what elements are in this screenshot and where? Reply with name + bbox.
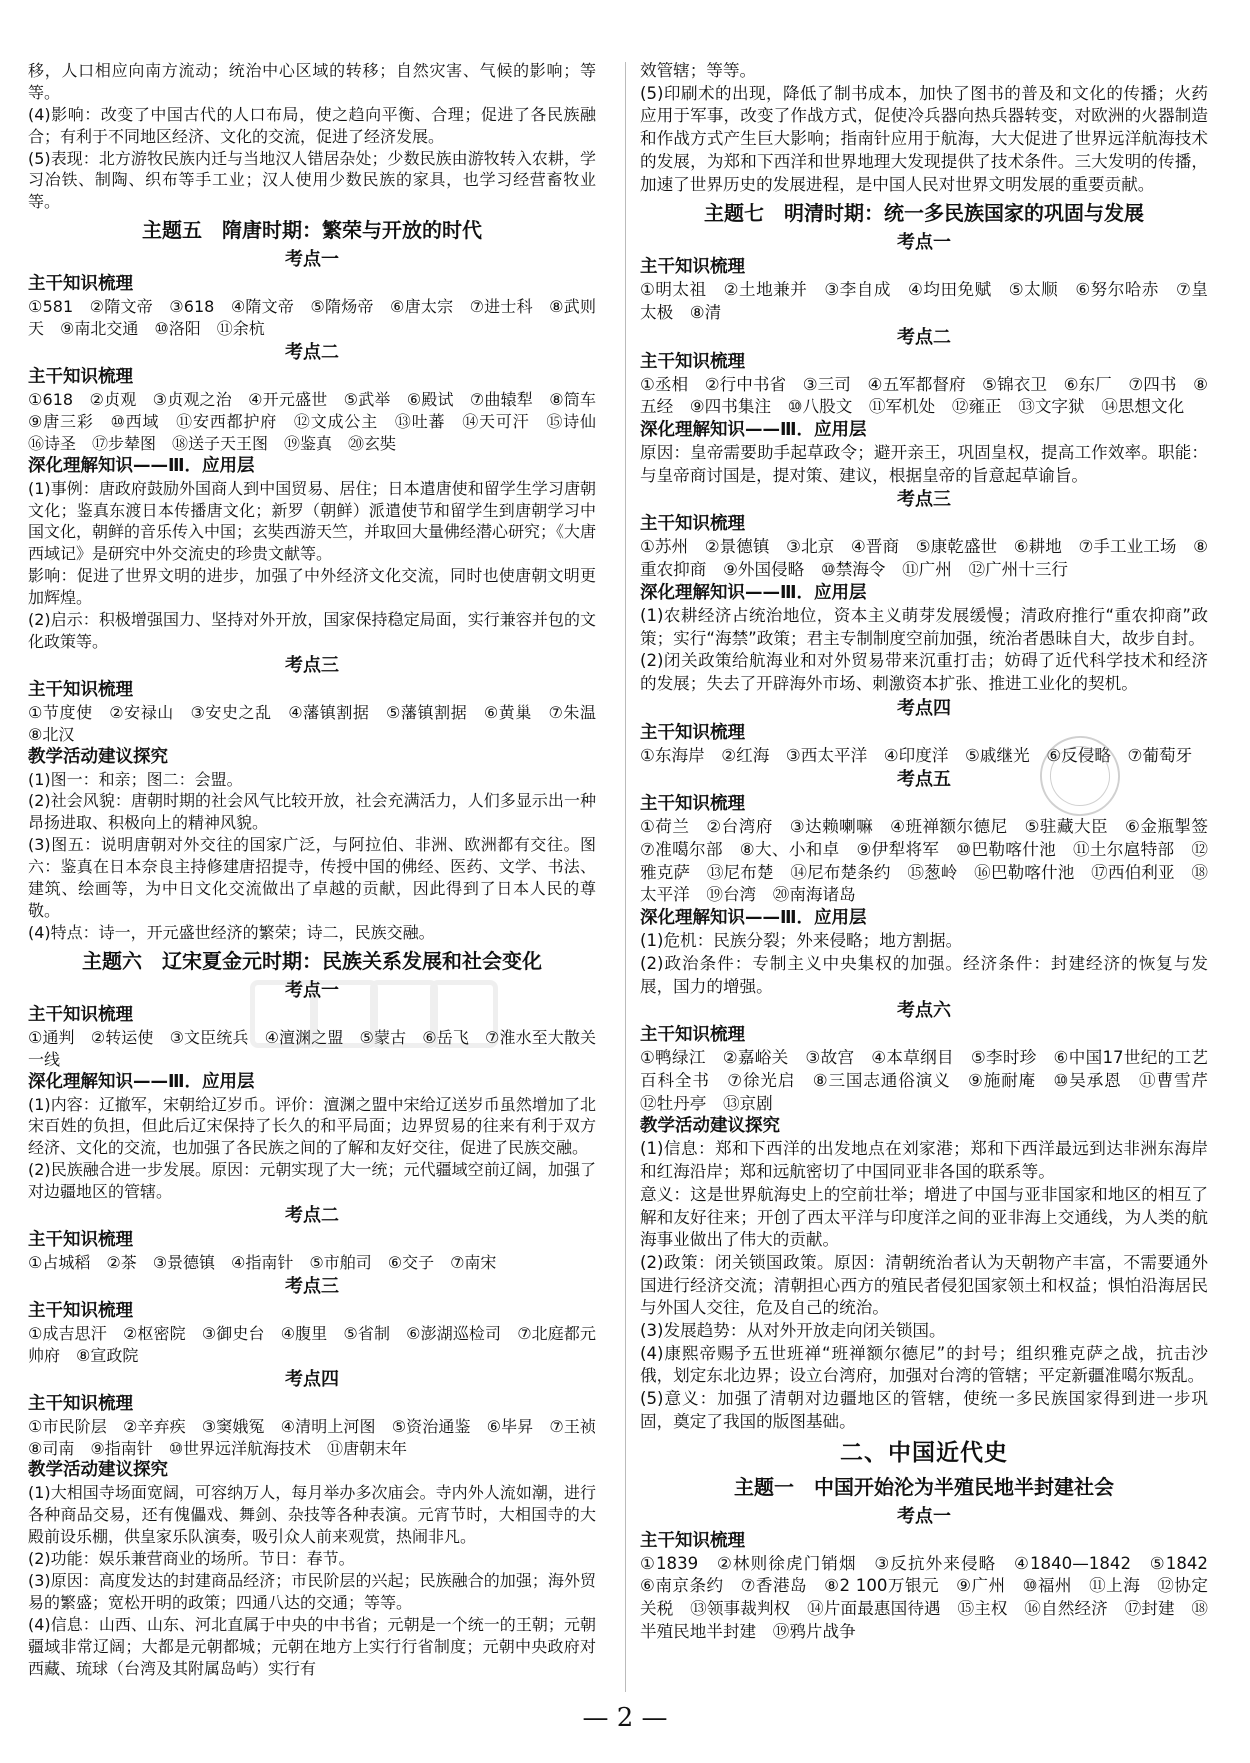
subsection-heading: 主干知识梳理 — [640, 1530, 745, 1551]
paragraph: (3)图五：说明唐朝对外交往的国家广泛，与阿拉伯、非洲、欧洲都有交往。图六：鉴真在日本奈良主持修建唐招提寺，传授中国的佛经、医药、文学、书法、建筑、绘画等，为中日文化交流做出了卓越的贡献，因此得到了日本人民的尊敬。 — [28, 835, 596, 920]
kaodian-heading: 考点三 — [285, 1275, 339, 1297]
subsection-heading: 主干知识梳理 — [28, 1004, 133, 1025]
paragraph: 影响：促进了世界文明的进步，加强了中外经济文化交流，同时也使唐朝文明更加辉煌。 — [28, 566, 596, 608]
paragraph: 原因：皇帝需要助手起草政令；避开亲王，巩固皇权，提高工作效率。职能：与皇帝商讨国是，提对策、建议，根据皇帝的旨意起草谕旨。 — [640, 443, 1208, 485]
kaodian-heading: 考点六 — [897, 1000, 951, 1022]
paragraph: (1)内容：辽撤军，宋朝给辽岁币。评价：澶渊之盟中宋给辽送岁币虽然增加了北宋百姓的负担，但此后辽宋保持了长久的和平局面；边界贸易的往来有利于双方经济、文化的交流，也加强了各民族之间的了解和友好交往，促进了民族交融。 — [28, 1094, 596, 1158]
paragraph: (2)政策：闭关锁国政策。原因：清朝统治者认为天朝物产丰富，不需要通外国进行经济交流；清朝担心西方的殖民者侵犯国家领土和权益；惧怕沿海居民与外国人交往，危及自己的统治。 — [640, 1252, 1208, 1318]
paragraph: (4)影响：改变了中国古代的人口布局，使之趋向平衡、合理；促进了各民族融合；有利于不同地区经济、文化的交流，促进了经济发展。 — [28, 104, 596, 146]
topic-heading: 主题六 辽宋夏金元时期：民族关系发展和社会变化 — [82, 948, 542, 973]
paragraph: (4)信息：山西、山东、河北直属于中央的中书省；元朝是一个统一的王朝；元朝疆域非常辽阔；大都是元朝都城；元朝在地方上实行行省制度；元朝中央政府对西藏、琉球（台湾及其附属岛屿）实行有 — [28, 1614, 596, 1678]
subsection-heading: 主干知识梳理 — [640, 722, 745, 743]
paragraph: ①占城稻 ②茶 ③景德镇 ④指南针 ⑤市舶司 ⑥交子 ⑦南宋 — [28, 1252, 497, 1272]
paragraph: ①1839 ②林则徐虎门销烟 ③反抗外来侵略 ④1840—1842 ⑤1842 ⑥南京条约 ⑦香港岛 ⑧2 100万银元 ⑨广州 ⑩福州 ⑪上海 ⑫协定关税 ⑬领事裁判权 ⑭片面最惠国待遇 ⑮主权 ⑯自然经济 ⑰封建 ⑱半殖民地半封建 ⑲鸦片战争 — [640, 1553, 1225, 1641]
paragraph: (4)特点：诗一，开元盛世经济的繁荣；诗二，民族交融。 — [28, 922, 435, 942]
paragraph: (2)政治条件：专制主义中央集权的加强。经济条件：封建经济的恢复与发展，国力的增强。 — [640, 953, 1208, 996]
paragraph: ①通判 ②转运使 ③文臣统兵 ④澶渊之盟 ⑤蒙古 ⑥岳飞 ⑦淮水至大散关一线 — [28, 1027, 596, 1069]
subsection-heading: 主干知识梳理 — [28, 274, 133, 295]
paragraph: (1)信息：郑和下西洋的出发地点在刘家港；郑和下西洋最远到达非洲东海岸和红海沿岸；郑和远航密切了中国同亚非各国的联系等。 — [640, 1139, 1208, 1182]
kaodian-heading: 考点一 — [285, 979, 339, 1001]
paragraph: (5)意义：加强了清朝对边疆地区的管辖，使统一多民族国家得到进一步巩固，奠定了我国的版图基础。 — [640, 1389, 1208, 1431]
kaodian-heading: 考点一 — [285, 249, 339, 271]
subsection-heading: 深化理解知识——Ⅲ．应用层 — [28, 1071, 255, 1092]
kaodian-heading: 考点一 — [897, 232, 951, 254]
subsection-heading: 教学活动建议探究 — [28, 1460, 168, 1481]
paragraph: ①581 ②隋文帝 ③618 ④隋文帝 ⑤隋炀帝 ⑥唐太宗 ⑦进士科 ⑧武则天 ⑨南北交通 ⑩洛阳 ⑪余杭 — [28, 297, 596, 339]
right-column — [640, 60, 1225, 1643]
kaodian-heading: 考点四 — [285, 1368, 339, 1390]
column-divider — [625, 62, 626, 1692]
paragraph: ①市民阶层 ②辛弃疾 ③窦娥冤 ④清明上河图 ⑤资治通鉴 ⑥毕昇 ⑦王祯 ⑧司南 ⑨指南针 ⑩世界远洋航海技术 ⑪唐朝末年 — [28, 1416, 613, 1458]
subsection-heading: 主干知识梳理 — [640, 514, 745, 535]
subsection-heading: 深化理解知识——Ⅲ．应用层 — [640, 582, 867, 603]
paragraph: (4)康熙帝赐予五世班禅“班禅额尔德尼”的封号；组织雅克萨之战，抗击沙俄，划定东北边界；设立台湾府，加强对台湾的管辖；平定新疆准噶尔叛乱。 — [640, 1343, 1208, 1386]
paragraph: (3)原因：高度发达的封建商品经济；市民阶层的兴起；民族融合的加强；海外贸易的繁盛；宽松开明的政策；四通八达的交通；等等。 — [28, 1570, 596, 1612]
subsection-heading: 教学活动建议探究 — [640, 1116, 780, 1137]
paragraph: (2)功能：娱乐兼营商业的场所。节日：春节。 — [28, 1549, 355, 1569]
paragraph: ①成吉思汗 ②枢密院 ③御史台 ④腹里 ⑤省制 ⑥澎湖巡检司 ⑦北庭都元帅府 ⑧宣政院 — [28, 1323, 596, 1365]
subsection-heading: 主干知识梳理 — [28, 1300, 133, 1321]
watermark-logo — [250, 960, 490, 1080]
subsection-heading: 主干知识梳理 — [28, 679, 133, 700]
subsection-heading: 主干知识梳理 — [28, 367, 133, 388]
paragraph: ①东海岸 ②红海 ③西太平洋 ④印度洋 ⑤戚继光 ⑥反侵略 ⑦葡萄牙 — [640, 745, 1193, 765]
paragraph: 移，人口相应向南方流动；统治中心区域的转移；自然灾害、气候的影响；等等。 — [28, 61, 596, 102]
subsection-heading: 深化理解知识——Ⅲ．应用层 — [28, 455, 255, 476]
paragraph: ①苏州 ②景德镇 ③北京 ④晋商 ⑤康乾盛世 ⑥耕地 ⑦手工业工场 ⑧重农抑商 ⑨外国侵略 ⑩禁海令 ⑪广州 ⑫广州十三行 — [640, 537, 1208, 580]
topic-heading: 主题一 中国开始沦为半殖民地半封建社会 — [734, 1474, 1114, 1499]
paragraph: (3)发展趋势：从对外开放走向闭关锁国。 — [640, 1321, 946, 1341]
topic-heading: 主题七 明清时期：统一多民族国家的巩固与发展 — [704, 201, 1144, 226]
kaodian-heading: 考点四 — [897, 697, 951, 719]
kaodian-heading: 考点二 — [285, 342, 339, 364]
subsection-heading: 主干知识梳理 — [28, 1393, 133, 1414]
subsection-heading: 深化理解知识——Ⅲ．应用层 — [640, 420, 867, 441]
kaodian-heading: 考点一 — [897, 1505, 951, 1527]
paragraph: ①荷兰 ②台湾府 ③达赖喇嘛 ④班禅额尔德尼 ⑤驻藏大臣 ⑥金瓶掣签 ⑦准噶尔部 ⑧大、小和卓 ⑨伊犁将军 ⑩巴勒喀什池 ⑪土尔扈特部 ⑫雅克萨 ⑬尼布楚 ⑭尼布楚条约 ⑮葱岭 ⑯巴勒喀什池 ⑰西伯利亚 ⑱太平洋 ⑲台湾 ⑳南海诸岛 — [640, 817, 1225, 905]
paragraph: (5)表现：北方游牧民族内迁与当地汉人错居杂处；少数民族由游牧转入农耕，学习冶铁、制陶、织布等手工业；汉人使用少数民族的家具，也学习经营畜牧业等。 — [28, 148, 596, 212]
section-heading: 二、中国近代史 — [840, 1439, 1008, 1466]
subsection-heading: 主干知识梳理 — [640, 794, 745, 815]
paragraph: ①鸭绿江 ②嘉峪关 ③故宫 ④本草纲目 ⑤李时珍 ⑥中国17世纪的工艺百科全书 ⑦徐光启 ⑧三国志通俗演义 ⑨施耐庵 ⑩吴承恩 ⑪曹雪芹 ⑫牡丹亭 ⑬京剧 — [640, 1048, 1225, 1113]
subsection-heading: 主干知识梳理 — [640, 257, 745, 278]
paragraph: 意义：这是世界航海史上的空前壮举；增进了中国与亚非国家和地区的相互了解和友好往来；开创了西太平洋与印度洋之间的亚非海上交通线，为人类的航海事业做出了伟大的贡献。 — [640, 1184, 1208, 1250]
paragraph: ①丞相 ②行中书省 ③三司 ④五军都督府 ⑤锦衣卫 ⑥东厂 ⑦四书 ⑧五经 ⑨四书集注 ⑩八股文 ⑪军机处 ⑫雍正 ⑬文字狱 ⑭思想文化 — [640, 374, 1208, 417]
kaodian-heading: 考点三 — [285, 654, 339, 676]
subsection-heading: 主干知识梳理 — [640, 351, 745, 372]
topic-heading: 主题五 隋唐时期：繁荣与开放的时代 — [142, 218, 482, 243]
paragraph: (2)闭关政策给航海业和对外贸易带来沉重打击；妨碍了近代科学技术和经济的发展；失去了开辟海外市场、刺激资本扩张、推进工业化的契机。 — [640, 651, 1208, 693]
kaodian-heading: 考点三 — [897, 489, 951, 511]
paragraph: 效管辖；等等。 — [640, 61, 757, 80]
subsection-heading: 教学活动建议探究 — [28, 746, 168, 767]
paragraph: ①618 ②贞观 ③贞观之治 ④开元盛世 ⑤武举 ⑥殿试 ⑦曲辕犁 ⑧筒车 ⑨唐三彩 ⑩西域 ⑪安西都护府 ⑫文成公主 ⑬吐蕃 ⑭天可汗 ⑮诗仙 ⑯诗圣 ⑰步辇图 ⑱送子天王图 ⑲鉴真 ⑳玄奘 — [28, 390, 613, 453]
paragraph: (5)印刷术的出现，降低了制书成本，加快了图书的普及和文化的传播；火药应用于军事，改变了作战方式，促使冷兵器向热兵器转变，对欧洲的火器制造和作战方式产生巨大影响；指南针应用于航海，大大促进了世界远洋航海技术的发展，为郑和下西洋和世界地理大发现提供了技术条件。三大发明的传播，加速了世界历史的发展进程，是中国人民对世界文明发展的重要贡献。 — [640, 83, 1208, 194]
subsection-heading: 主干知识梳理 — [28, 1229, 133, 1250]
kaodian-heading: 考点五 — [897, 769, 951, 791]
paragraph: ①节度使 ②安禄山 ③安史之乱 ④藩镇割据 ⑤藩镇割据 ⑥黄巢 ⑦朱温 ⑧北汉 — [28, 702, 613, 744]
paragraph: (1)事例：唐政府鼓励外国商人到中国贸易、居住；日本遣唐使和留学生学习唐朝文化；鉴真东渡日本传播唐文化；新罗（朝鲜）派遣使节和留学生到唐朝学习中国文化，朝鲜的音乐传入中国；玄奘西游天竺，并取回大量佛经潜心研究；《大唐西域记》是研究中外交流史的珍贵文献等。 — [28, 478, 597, 564]
paragraph: (2)社会风貌：唐朝时期的社会风气比较开放，社会充满活力，人们多显示出一种昂扬进取、积极向上的精神风貌。 — [28, 791, 596, 833]
kaodian-heading: 考点二 — [285, 1204, 339, 1226]
left-column — [28, 60, 613, 1679]
paragraph: (1)大相国寺场面宽阔，可容纳万人，每月举办多次庙会。寺内外人流如潮，进行各种商品交易，还有傀儡戏、舞剑、杂技等各种表演。元宵节时，大相国寺的大殿前设乐棚，供皇家乐队演奏，吸引众人前来观赏，热闹非凡。 — [28, 1483, 596, 1547]
paragraph: ①明太祖 ②土地兼并 ③李自成 ④均田免赋 ⑤太顺 ⑥努尔哈赤 ⑦皇太极 ⑧清 — [640, 280, 1208, 322]
paragraph: (2)启示：积极增强国力、坚持对外开放，国家保持稳定局面，实行兼容并包的文化政策等。 — [28, 610, 596, 651]
kaodian-heading: 考点二 — [897, 326, 951, 348]
subsection-heading: 深化理解知识——Ⅲ．应用层 — [640, 908, 867, 929]
page-number: — 2 — — [582, 1703, 668, 1733]
paragraph: (1)危机：民族分裂；外来侵略；地方割据。 — [640, 931, 963, 951]
paragraph: (1)农耕经济占统治地位，资本主义萌芽发展缓慢；清政府推行“重农抑商”政策；实行“海禁”政策；君主专制制度空前加强，统治者愚昧自大，故步自封。 — [640, 605, 1208, 648]
paragraph: (2)民族融合进一步发展。原因：元朝实现了大一统；元代疆域空前辽阔，加强了对边疆地区的管辖。 — [28, 1160, 596, 1202]
paragraph: (1)图一：和亲；图二：会盟。 — [28, 769, 243, 789]
subsection-heading: 主干知识梳理 — [640, 1025, 745, 1046]
